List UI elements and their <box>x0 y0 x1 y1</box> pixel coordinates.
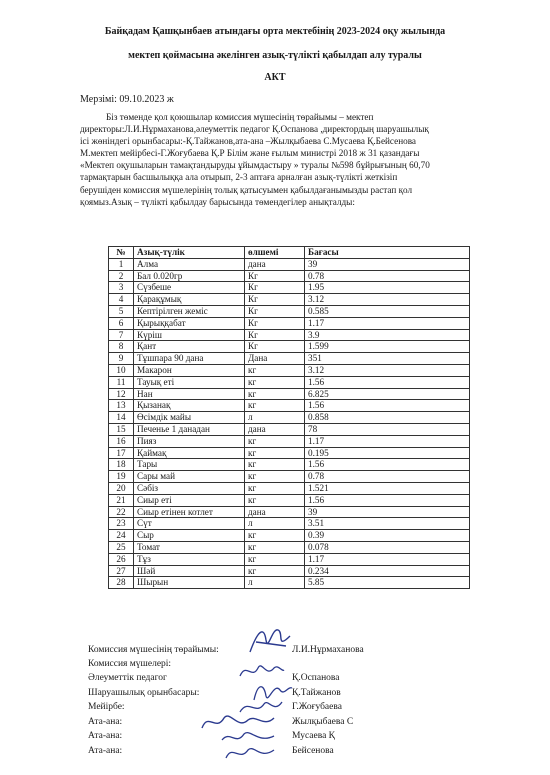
document-title-line-2: мектеп қоймасына әкелінген азық-түлікті қабылдап алу туралы <box>128 50 422 61</box>
table-row <box>109 329 470 341</box>
table-row <box>109 282 470 294</box>
row-number-cell: 4 <box>109 294 134 306</box>
food-name-cell: Нан <box>134 388 245 400</box>
header-price: Бағасы <box>305 247 470 259</box>
food-name-cell: Сыр <box>134 530 245 542</box>
food-name-cell: Кептірілген жеміс <box>134 305 245 317</box>
price-cell: 1.56 <box>305 400 470 412</box>
unit-cell: л <box>245 518 305 530</box>
food-name-cell: Печенье 1 данадан <box>134 423 245 435</box>
unit-cell: л <box>245 577 305 589</box>
food-name-cell: Қырыққабат <box>134 317 245 329</box>
row-number-cell: 8 <box>109 341 134 353</box>
unit-cell: Кг <box>245 341 305 353</box>
row-number-cell: 3 <box>109 282 134 294</box>
food-name-cell: Тұз <box>134 553 245 565</box>
food-name-cell: Тұшпара 90 дана <box>134 353 245 365</box>
signature-role: Комиссия мүшелері: <box>88 659 172 669</box>
unit-cell: Кг <box>245 305 305 317</box>
table-row <box>109 565 470 577</box>
table-row <box>109 305 470 317</box>
food-name-cell: Пияз <box>134 435 245 447</box>
table-row <box>109 412 470 424</box>
unit-cell: кг <box>245 530 305 542</box>
document-title-act: АКТ <box>264 72 286 83</box>
row-number-cell: 19 <box>109 471 134 483</box>
row-number-cell: 6 <box>109 317 134 329</box>
unit-cell: л <box>245 412 305 424</box>
paragraph-line: Біз төменде қол қоюшылар комиссия мүшесінің төрайымы – мектеп <box>106 112 374 122</box>
food-name-cell: Шәй <box>134 565 245 577</box>
signature-role: Комиссия мүшесінің төрайымы: <box>88 645 219 655</box>
table-body <box>109 258 470 588</box>
signature-role: Мейірбе: <box>88 702 125 712</box>
price-cell: 0.195 <box>305 447 470 459</box>
row-number-cell: 17 <box>109 447 134 459</box>
food-name-cell: Шырын <box>134 577 245 589</box>
unit-cell: кг <box>245 447 305 459</box>
food-name-cell: Бал 0.020гр <box>134 270 245 282</box>
unit-cell: кг <box>245 400 305 412</box>
row-number-cell: 9 <box>109 353 134 365</box>
paragraph-line: М.мектеп мейірбесі-Г.Жоғубаева Қ.Р Білім және ғылым министрі 2018 ж 31 қазандағы <box>80 148 420 159</box>
paragraph-line: директоры:Л.И.Нұрмаханова,әлеуметтік педагог Қ.Оспанова ,директордың шаруашылық <box>80 124 429 135</box>
table-row <box>109 530 470 542</box>
food-name-cell: Қарақұмық <box>134 294 245 306</box>
price-cell: 6.825 <box>305 388 470 400</box>
row-number-cell: 21 <box>109 494 134 506</box>
table-row <box>109 341 470 353</box>
price-cell: 1.95 <box>305 282 470 294</box>
signature-role: Ата-ана: <box>88 731 123 741</box>
food-name-cell: Сиыр етінен котлет <box>134 506 245 518</box>
food-name-cell: Алма <box>134 258 245 270</box>
food-name-cell: Сиыр еті <box>134 494 245 506</box>
food-name-cell: Өсімдік майы <box>134 412 245 424</box>
table-row <box>109 376 470 388</box>
row-number-cell: 2 <box>109 270 134 282</box>
price-cell: 1.56 <box>305 459 470 471</box>
price-cell: 1.521 <box>305 482 470 494</box>
price-cell: 0.234 <box>305 565 470 577</box>
unit-cell: кг <box>245 471 305 483</box>
price-cell: 78 <box>305 423 470 435</box>
table-row <box>109 482 470 494</box>
row-number-cell: 16 <box>109 435 134 447</box>
signature-name: Қ.Тайжанов <box>292 688 341 698</box>
food-name-cell: Тары <box>134 459 245 471</box>
table-row <box>109 541 470 553</box>
row-number-cell: 10 <box>109 364 134 376</box>
paragraph-line: қоямыз.Азық – түлікті қабылдау барысында төмендегілер анықталды: <box>80 196 355 207</box>
document-date: Мерзімі: 09.10.2023 ж <box>80 94 174 105</box>
document-title-line-1: Байқадам Қашқынбаев атындағы орта мектебінің 2023-2024 оқу жылында <box>104 26 446 37</box>
food-name-cell: Сары май <box>134 471 245 483</box>
price-cell: 0.39 <box>305 530 470 542</box>
table-row <box>109 471 470 483</box>
signature-role: Ата-ана: <box>88 746 123 756</box>
price-cell: 1.17 <box>305 317 470 329</box>
table-row <box>109 447 470 459</box>
row-number-cell: 27 <box>109 565 134 577</box>
paragraph-line: «Мектеп оқушыларын тамақтандыруды ұйымдастыру » туралы №598 бұйрығының 60,70 <box>80 160 430 171</box>
paragraph-line: берушіден комиссия мүшелерінің толық қатысуымен қабылдағанымызды растап қол <box>80 184 413 195</box>
food-name-cell: Қант <box>134 341 245 353</box>
price-cell: 1.17 <box>305 435 470 447</box>
row-number-cell: 23 <box>109 518 134 530</box>
table-header-row <box>109 247 470 259</box>
price-cell: 5.85 <box>305 577 470 589</box>
row-number-cell: 15 <box>109 423 134 435</box>
unit-cell: Кг <box>245 282 305 294</box>
signature-name: Қ.Оспанова <box>292 673 340 683</box>
price-cell: 0.585 <box>305 305 470 317</box>
unit-cell: дана <box>245 258 305 270</box>
table-row <box>109 364 470 376</box>
price-cell: 0.078 <box>305 541 470 553</box>
food-name-cell: Тауық еті <box>134 376 245 388</box>
table-row <box>109 400 470 412</box>
header-unit: өлшемі <box>245 247 305 259</box>
row-number-cell: 22 <box>109 506 134 518</box>
row-number-cell: 18 <box>109 459 134 471</box>
price-cell: 1.56 <box>305 494 470 506</box>
signature-scribble-chair <box>246 622 296 662</box>
price-cell: 3.12 <box>305 364 470 376</box>
row-number-cell: 20 <box>109 482 134 494</box>
unit-cell: Кг <box>245 329 305 341</box>
price-cell: 1.17 <box>305 553 470 565</box>
signature-scribble-parent-3 <box>222 742 278 764</box>
table-row <box>109 506 470 518</box>
price-cell: 39 <box>305 258 470 270</box>
price-cell: 1.599 <box>305 341 470 353</box>
row-number-cell: 1 <box>109 258 134 270</box>
unit-cell: кг <box>245 435 305 447</box>
unit-cell: кг <box>245 565 305 577</box>
unit-cell: кг <box>245 376 305 388</box>
table-row <box>109 494 470 506</box>
food-name-cell: Күріш <box>134 329 245 341</box>
unit-cell: Дана <box>245 353 305 365</box>
row-number-cell: 26 <box>109 553 134 565</box>
food-name-cell: Сүзбеше <box>134 282 245 294</box>
food-name-cell: Томат <box>134 541 245 553</box>
price-cell: 3.51 <box>305 518 470 530</box>
food-items-table <box>108 246 470 589</box>
price-cell: 351 <box>305 353 470 365</box>
table-row <box>109 553 470 565</box>
signature-name: Мусаева Қ <box>292 731 336 741</box>
unit-cell: кг <box>245 553 305 565</box>
row-number-cell: 5 <box>109 305 134 317</box>
unit-cell: кг <box>245 459 305 471</box>
intro-paragraph <box>80 111 525 208</box>
row-number-cell: 25 <box>109 541 134 553</box>
table-row <box>109 388 470 400</box>
signature-role: Әлеуметтік педагог <box>88 673 167 683</box>
table-row <box>109 317 470 329</box>
unit-cell: дана <box>245 423 305 435</box>
row-number-cell: 28 <box>109 577 134 589</box>
table-row <box>109 459 470 471</box>
signature-name: Жылқыбаева С <box>292 717 354 727</box>
row-number-cell: 7 <box>109 329 134 341</box>
unit-cell: кг <box>245 541 305 553</box>
unit-cell: Кг <box>245 270 305 282</box>
price-cell: 0.78 <box>305 471 470 483</box>
food-name-cell: Сәбіз <box>134 482 245 494</box>
table-row <box>109 577 470 589</box>
paragraph-line: тармақтарын басшылыққа ала отырып, 2-3 аптаға арналған азық-түлікті жеткізіп <box>80 172 398 183</box>
signature-name: Бейсенова <box>292 746 334 756</box>
row-number-cell: 13 <box>109 400 134 412</box>
table-row <box>109 294 470 306</box>
price-cell: 0.858 <box>305 412 470 424</box>
table-row <box>109 423 470 435</box>
food-name-cell: Қаймақ <box>134 447 245 459</box>
unit-cell: Кг <box>245 294 305 306</box>
unit-cell: Кг <box>245 317 305 329</box>
table-row <box>109 353 470 365</box>
signature-name: Л.И.Нұрмаханова <box>292 645 364 655</box>
food-name-cell: Сүт <box>134 518 245 530</box>
table-row <box>109 258 470 270</box>
unit-cell: кг <box>245 494 305 506</box>
signature-role: Ата-ана: <box>88 717 123 727</box>
unit-cell: дана <box>245 506 305 518</box>
price-cell: 3.9 <box>305 329 470 341</box>
unit-cell: кг <box>245 364 305 376</box>
food-name-cell: Қызанақ <box>134 400 245 412</box>
unit-cell: кг <box>245 388 305 400</box>
price-cell: 39 <box>305 506 470 518</box>
unit-cell: кг <box>245 482 305 494</box>
row-number-cell: 12 <box>109 388 134 400</box>
price-cell: 0.78 <box>305 270 470 282</box>
table-row <box>109 435 470 447</box>
row-number-cell: 14 <box>109 412 134 424</box>
paragraph-line: ісі жөніндегі орынбасары:-Қ.Тайжанов,ата-ана –Жылқыбаева С.Мусаева Қ.Бейсенова <box>80 136 417 147</box>
food-name-cell: Макарон <box>134 364 245 376</box>
price-cell: 3.12 <box>305 294 470 306</box>
row-number-cell: 11 <box>109 376 134 388</box>
signature-name: Г.Жоғубаева <box>292 702 342 712</box>
table-row <box>109 270 470 282</box>
header-number: № <box>109 247 134 259</box>
price-cell: 1.56 <box>305 376 470 388</box>
table-row <box>109 518 470 530</box>
header-food: Азық-түлік <box>134 247 245 259</box>
row-number-cell: 24 <box>109 530 134 542</box>
signature-role: Шаруашылық орынбасары: <box>88 688 200 698</box>
